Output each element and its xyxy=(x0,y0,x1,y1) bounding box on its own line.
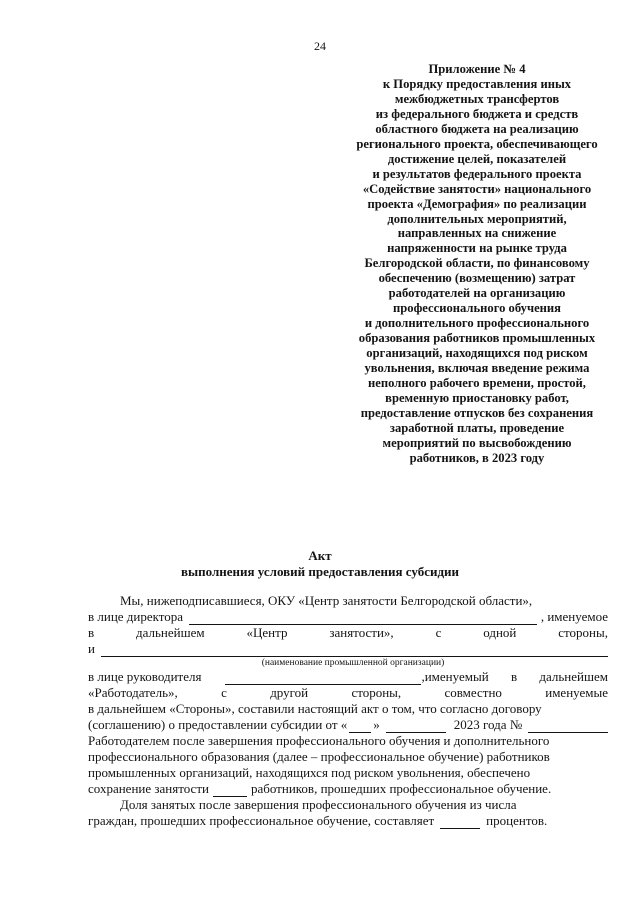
body-line-2: в лице директора , именуемое xyxy=(88,609,608,624)
body-line-1: Мы, нижеподписавшиеся, ОКУ «Центр занятости Белгородской области», xyxy=(120,593,533,608)
body-word: «Работодатель», xyxy=(88,685,178,700)
appendix-line: организаций, находящихся под риском xyxy=(366,346,588,361)
body-line-8: (соглашению) о предоставлении субсидии от « » 2023 года № xyxy=(88,717,608,733)
body-word: занятости», xyxy=(329,625,394,640)
appendix-line: межбюджетных трансфертов xyxy=(394,91,560,106)
appendix-line: направленных на снижение xyxy=(397,226,557,241)
director-name-field[interactable] xyxy=(189,612,537,625)
body-word: одной xyxy=(483,625,517,640)
body-line-6 xyxy=(88,685,608,701)
employed-percent-field[interactable] xyxy=(440,816,480,829)
body-line-5-tail xyxy=(421,669,608,685)
body-word: совместно xyxy=(444,685,502,700)
agreement-number-field[interactable] xyxy=(528,720,608,733)
appendix-number: Приложение № 4 xyxy=(428,62,526,76)
body-word: ,именуемый xyxy=(421,669,489,684)
appendix-line: предоставление отпусков без сохранения xyxy=(360,405,594,420)
body-word: дальнейшем xyxy=(136,625,205,640)
agreement-month-field[interactable] xyxy=(386,720,446,733)
body-line-14: граждан, прошедших профессиональное обучение, составляет процентов. xyxy=(88,813,548,828)
body-word: «Центр xyxy=(246,625,288,640)
body-line-4: и xyxy=(88,641,608,657)
body-line-13: Доля занятых после завершения профессионального обучения из числа xyxy=(120,797,517,812)
appendix-line: «Содействие занятости» национального xyxy=(362,181,592,196)
body-word: стороны, xyxy=(351,685,402,700)
appendix-line: мероприятий по высвобождению xyxy=(382,435,572,450)
body-line-7: в дальнейшем «Стороны», составили настоящий акт о том, что согласно договору xyxy=(88,701,542,716)
appendix-line: работников, в 2023 году xyxy=(409,450,545,465)
body-word: с xyxy=(221,685,227,700)
body-word: в xyxy=(88,625,95,640)
appendix-line: Белгородской области, по финансовому xyxy=(364,256,590,271)
act-title: Акт xyxy=(308,548,332,563)
act-title-block xyxy=(0,548,640,580)
body-line-10: профессионального образования (далее – профессиональное обучение) работников xyxy=(88,749,550,764)
appendix-line: дополнительных мероприятий, xyxy=(387,211,567,226)
appendix-line: заработной платы, проведение xyxy=(389,420,565,435)
act-subtitle: выполнения условий предоставления субсидии xyxy=(180,564,460,579)
appendix-line: временную приостановку работ, xyxy=(385,390,569,405)
head-name-field[interactable] xyxy=(225,672,421,685)
appendix-line: проекта «Демография» по реализации xyxy=(367,196,587,211)
body-word: дальнейшем xyxy=(539,669,608,684)
appendix-line: к Порядку предоставления иных xyxy=(382,76,572,91)
body-word: именуемые xyxy=(545,685,608,700)
appendix-line: профессионального обучения xyxy=(393,301,561,316)
employed-count-field[interactable] xyxy=(213,784,247,797)
body-word: стороны, xyxy=(558,625,608,640)
appendix-line: и результатов федерального проекта xyxy=(372,166,582,181)
body-word: с xyxy=(435,625,442,640)
appendix-line: увольнения, включая введение режима xyxy=(364,361,590,376)
appendix-line: областного бюджета на реализацию xyxy=(375,121,579,136)
appendix-line: достижение целей, показателей xyxy=(387,151,567,166)
agreement-day-field[interactable] xyxy=(349,720,371,733)
body-word: другой xyxy=(270,685,309,700)
appendix-line: напряженности на рынке труда xyxy=(387,241,567,256)
body-line-12: сохранение занятости работников, прошедших профессиональное обучение. xyxy=(88,781,552,796)
appendix-line: из федерального бюджета и средств xyxy=(375,106,579,121)
appendix-line: обеспечению (возмещению) затрат xyxy=(378,271,576,286)
appendix-line: образования работников промышленных xyxy=(358,331,596,346)
organization-name-field[interactable] xyxy=(101,644,608,657)
appendix-line: работодателей на организацию xyxy=(388,286,566,301)
act-body xyxy=(88,593,608,829)
body-line-5: в лице руководителя ,именуемый в дальнейшем xyxy=(88,669,608,684)
body-word: в xyxy=(510,669,518,684)
body-line-11: промышленных организаций, находящихся под риском увольнения, обеспечено xyxy=(88,765,531,780)
page-number: 24 xyxy=(314,39,326,53)
appendix-line: неполного рабочего времени, простой, xyxy=(368,376,586,391)
body-line-9: Работодателем после завершения профессионального обучения и дополнительного xyxy=(88,733,550,748)
appendix-line: регионального проекта, обеспечивающего xyxy=(356,136,598,151)
appendix-header xyxy=(336,62,618,466)
appendix-line: и дополнительного профессионального xyxy=(364,316,590,331)
organization-caption: (наименование промышленной организации) xyxy=(261,658,445,668)
body-line-3 xyxy=(88,625,608,641)
